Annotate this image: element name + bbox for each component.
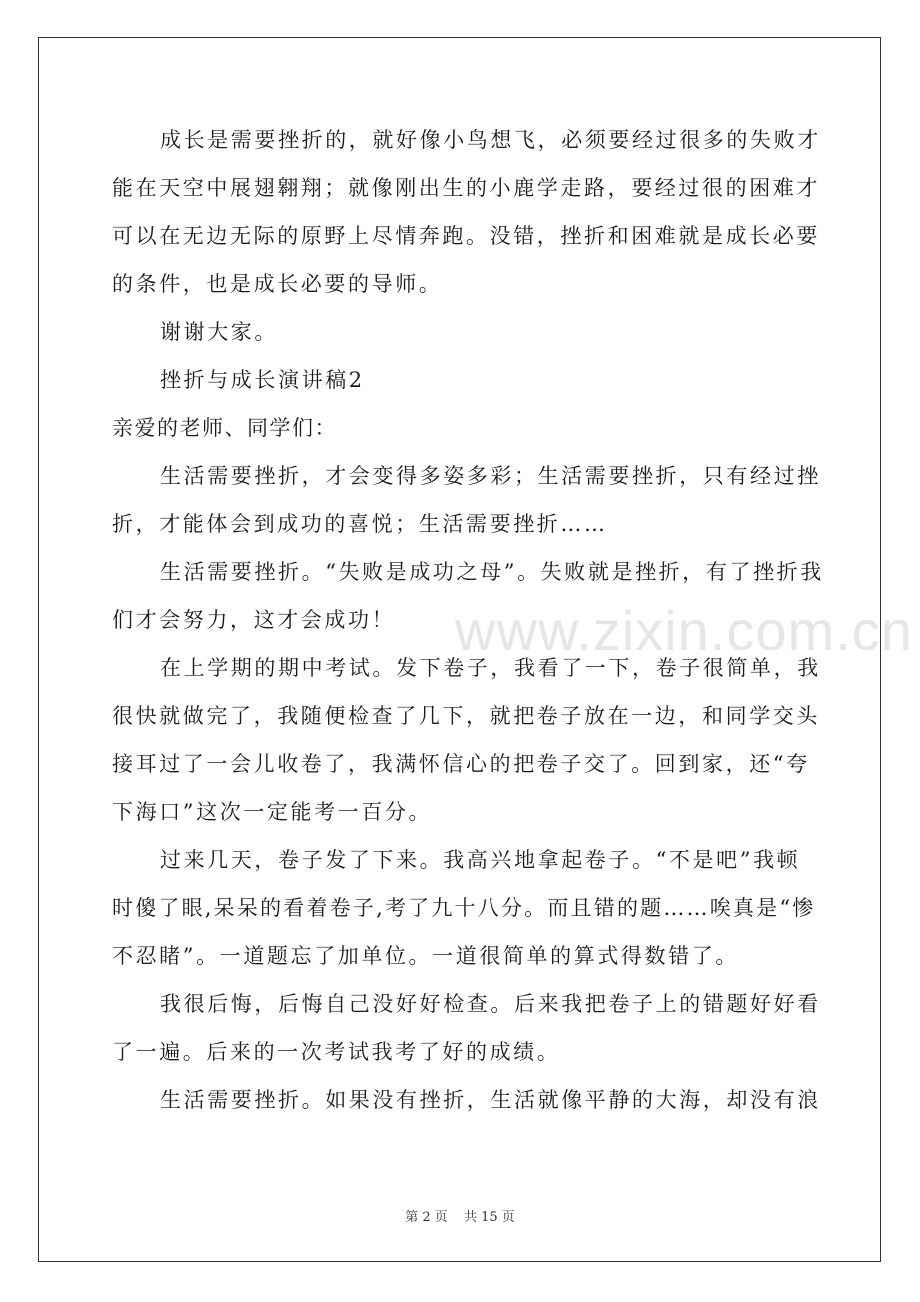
text-line: 的条件，也是成长必要的导师。 bbox=[112, 272, 443, 296]
text-line: 不忍睹”。一道题忘了加单位。一道很简单的算式得数错了。 bbox=[112, 944, 739, 968]
text-line: 谢谢大家。 bbox=[160, 320, 278, 344]
text-line: 时傻了眼,呆呆的看着卷子,考了九十八分。而且错的题……唉真是“惨 bbox=[112, 896, 816, 920]
watermark: www.zixin.com.cn bbox=[455, 599, 913, 662]
text-line: 生活需要挫折。“失败是成功之母”。失败就是挫折，有了挫折我 bbox=[160, 560, 824, 584]
document-body bbox=[112, 116, 824, 1124]
salutation: 亲爱的老师、同学们： bbox=[112, 416, 337, 440]
section-title: 挫折与成长演讲稿2 bbox=[160, 368, 365, 392]
text-line: 接耳过了一会儿收卷了，我满怀信心的把卷子交了。回到家，还“夸 bbox=[112, 752, 810, 776]
text-line: 很快就做完了，我随便检查了几下，就把卷子放在一边，和同学交头 bbox=[112, 704, 820, 728]
text-line: 折，才能体会到成功的喜悦；生活需要挫折…… bbox=[112, 512, 608, 536]
text-line: 了一遍。后来的一次考试我考了好的成绩。 bbox=[112, 1040, 561, 1064]
text-line: 生活需要挫折。如果没有挫折，生活就像平静的大海，却没有浪 bbox=[160, 1088, 821, 1112]
text-line: 能在天空中展翅翱翔；就像刚出生的小鹿学走路，要经过很的困难才 bbox=[112, 176, 820, 200]
text-line: 我很后悔，后悔自己没好好检查。后来我把卷子上的错题好好看 bbox=[160, 992, 821, 1016]
text-line: 可以在无边无际的原野上尽情奔跑。没错，挫折和困难就是成长必要 bbox=[112, 224, 820, 248]
text-line: 过来几天，卷子发了下来。我高兴地拿起卷子。“不是吧”我顿 bbox=[160, 848, 801, 872]
page-number: 第 2 页 bbox=[405, 1210, 448, 1225]
text-line: 成长是需要挫折的，就好像小鸟想飞，必须要经过很多的失败才 bbox=[160, 128, 821, 152]
page-footer bbox=[0, 1206, 920, 1225]
page-total: 共 15 页 bbox=[463, 1210, 515, 1225]
text-line: 生活需要挫折，才会变得多姿多彩；生活需要挫折，只有经过挫 bbox=[160, 464, 821, 488]
text-line: 在上学期的期中考试。发下卷子，我看了一下，卷子很简单，我 bbox=[160, 656, 821, 680]
text-line: 们才会努力，这才会成功！ bbox=[112, 608, 396, 632]
text-line: 下海口”这次一定能考一百分。 bbox=[112, 800, 433, 824]
